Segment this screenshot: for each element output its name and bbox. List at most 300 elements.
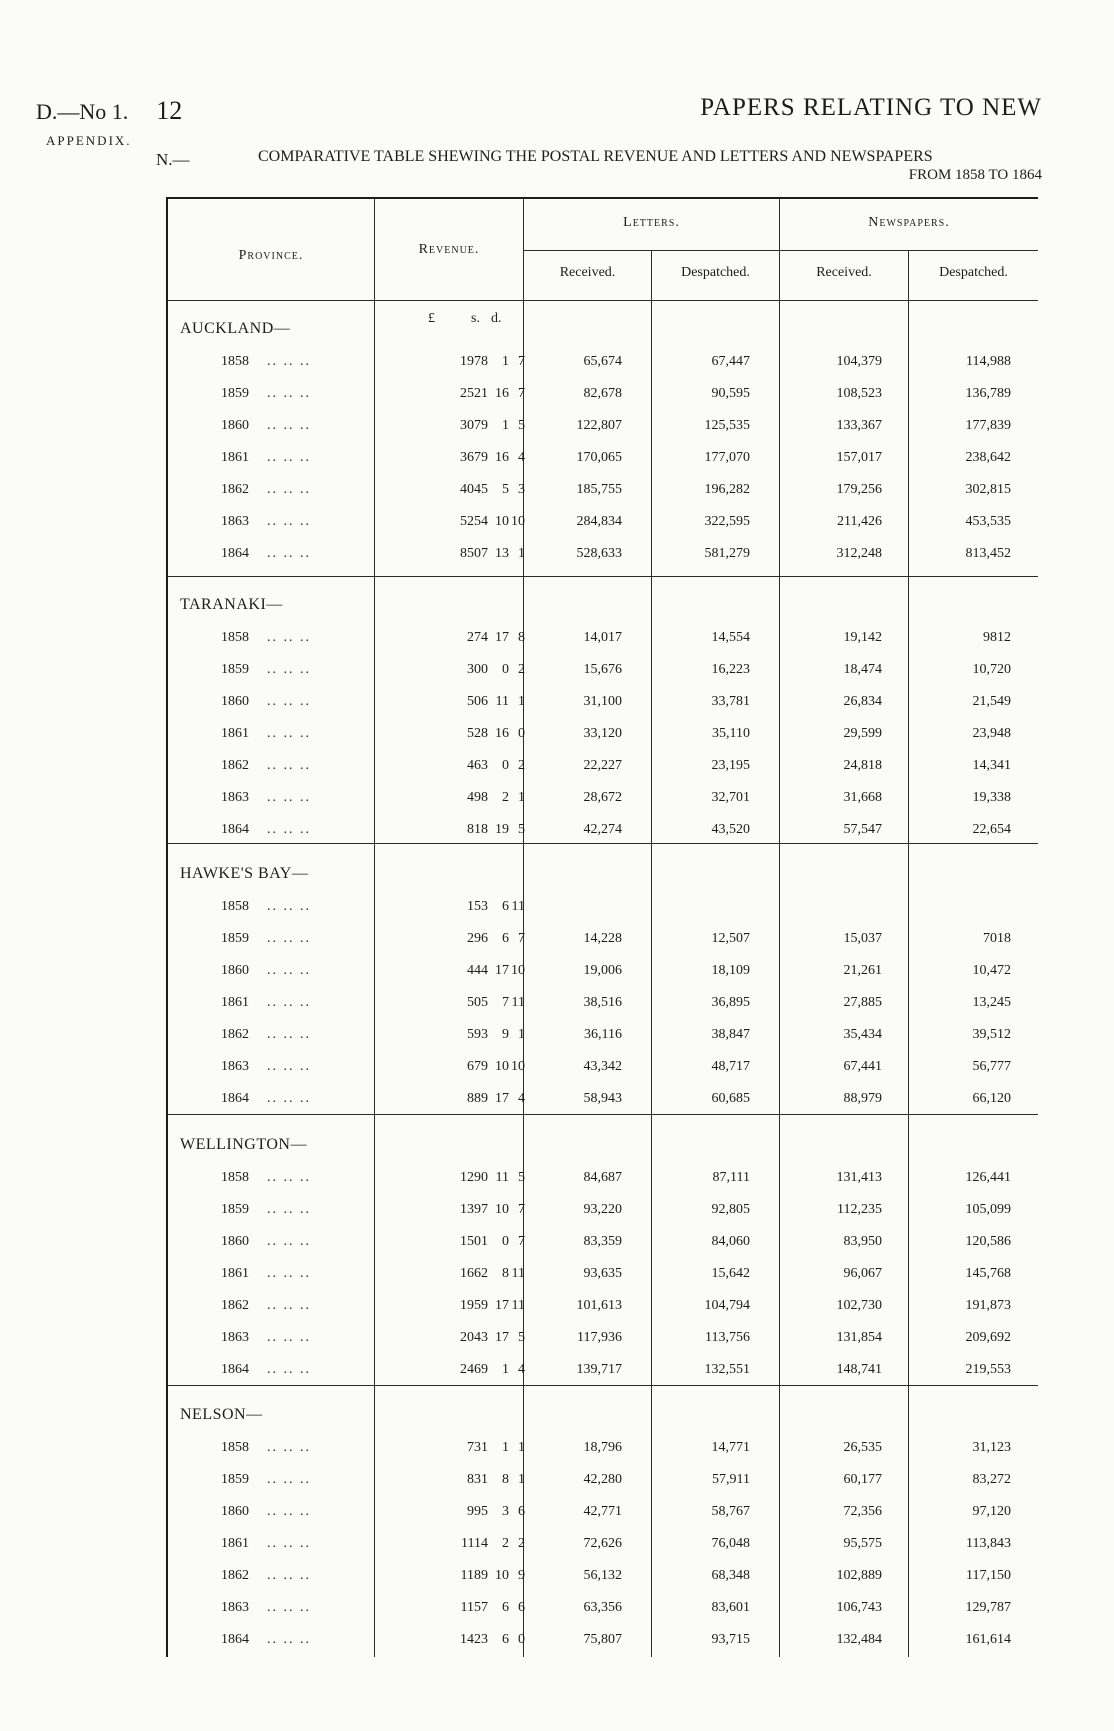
letters-received: 42,280 bbox=[583, 1472, 622, 1487]
revenue-shillings: 17 bbox=[495, 630, 509, 645]
letters-despatched: 93,715 bbox=[711, 1632, 750, 1647]
row-leader-dots: .. .. .. bbox=[267, 482, 311, 497]
revenue-pence: 8 bbox=[518, 630, 525, 645]
revenue-shillings: 0 bbox=[502, 1234, 509, 1249]
revenue-pence: 5 bbox=[518, 1170, 525, 1185]
province-heading: HAWKE'S BAY— bbox=[180, 865, 309, 882]
revenue-pounds: 153 bbox=[467, 899, 488, 914]
revenue-shillings: 11 bbox=[495, 1170, 509, 1185]
letters-despatched: 68,348 bbox=[711, 1568, 750, 1583]
revenue-shillings: 1 bbox=[502, 1440, 509, 1455]
row-year: 1864 bbox=[221, 1632, 249, 1647]
revenue-shillings: 13 bbox=[495, 546, 509, 561]
revenue-pence: 1 bbox=[518, 790, 525, 805]
letters-received: 33,120 bbox=[583, 726, 622, 741]
table-letter: N.— bbox=[156, 150, 190, 169]
newspapers-received: 26,535 bbox=[843, 1440, 882, 1455]
header-revenue: Revenue. bbox=[418, 242, 480, 257]
revenue-pounds: 1959 bbox=[460, 1298, 488, 1313]
row-year: 1859 bbox=[221, 662, 249, 677]
header-newspapers: Newspapers. bbox=[868, 215, 950, 230]
revenue-shillings: 17 bbox=[495, 963, 509, 978]
revenue-pence: 1 bbox=[518, 1027, 525, 1042]
newspapers-despatched: 126,441 bbox=[965, 1170, 1011, 1185]
revenue-pounds: 296 bbox=[467, 931, 488, 946]
newspapers-received: 133,367 bbox=[836, 418, 882, 433]
table-row bbox=[0, 1091, 1114, 1111]
letters-received: 28,672 bbox=[583, 790, 622, 805]
table-row bbox=[0, 1632, 1114, 1652]
row-year: 1862 bbox=[221, 758, 249, 773]
revenue-pence: 0 bbox=[518, 726, 525, 741]
table-row bbox=[0, 1059, 1114, 1079]
newspapers-received: 88,979 bbox=[843, 1091, 882, 1106]
revenue-pence: 5 bbox=[518, 822, 525, 837]
row-year: 1859 bbox=[221, 1202, 249, 1217]
revenue-pounds: 679 bbox=[467, 1059, 488, 1074]
province-heading: WELLINGTON— bbox=[180, 1136, 307, 1153]
row-leader-dots: .. .. .. bbox=[267, 822, 311, 837]
row-leader-dots: .. .. .. bbox=[267, 1504, 311, 1519]
revenue-pence: 3 bbox=[518, 482, 525, 497]
row-year: 1860 bbox=[221, 963, 249, 978]
letters-despatched: 33,781 bbox=[711, 694, 750, 709]
table-row bbox=[0, 1568, 1114, 1588]
row-year: 1862 bbox=[221, 482, 249, 497]
newspapers-received: 312,248 bbox=[836, 546, 882, 561]
table-row bbox=[0, 514, 1114, 534]
revenue-shillings: 0 bbox=[502, 662, 509, 677]
row-leader-dots: .. .. .. bbox=[267, 1632, 311, 1647]
revenue-shillings: 17 bbox=[495, 1330, 509, 1345]
revenue-pounds: 593 bbox=[467, 1027, 488, 1042]
row-leader-dots: .. .. .. bbox=[267, 1234, 311, 1249]
row-leader-dots: .. .. .. bbox=[267, 1362, 311, 1377]
revenue-pounds: 1157 bbox=[460, 1600, 488, 1615]
table-row bbox=[0, 1440, 1114, 1460]
revenue-pence: 10 bbox=[511, 963, 525, 978]
newspapers-despatched: 209,692 bbox=[965, 1330, 1011, 1345]
letters-despatched: 57,911 bbox=[712, 1472, 750, 1487]
revenue-pence: 7 bbox=[518, 386, 525, 401]
newspapers-despatched: 120,586 bbox=[965, 1234, 1011, 1249]
newspapers-received: 106,743 bbox=[836, 1600, 882, 1615]
row-leader-dots: .. .. .. bbox=[267, 1027, 311, 1042]
revenue-pence: 6 bbox=[518, 1600, 525, 1615]
revenue-pence: 11 bbox=[511, 899, 525, 914]
revenue-shillings: 3 bbox=[502, 1504, 509, 1519]
revenue-shillings: 10 bbox=[495, 1059, 509, 1074]
newspapers-despatched: 13,245 bbox=[972, 995, 1011, 1010]
newspapers-received: 24,818 bbox=[843, 758, 882, 773]
rule-subheader bbox=[523, 250, 1038, 251]
revenue-pence: 6 bbox=[518, 1504, 525, 1519]
row-year: 1862 bbox=[221, 1298, 249, 1313]
letters-received: 15,676 bbox=[583, 662, 622, 677]
newspapers-received: 26,834 bbox=[843, 694, 882, 709]
table-row bbox=[0, 354, 1114, 374]
newspapers-received: 102,730 bbox=[836, 1298, 882, 1313]
row-leader-dots: .. .. .. bbox=[267, 386, 311, 401]
table-row bbox=[0, 1170, 1114, 1190]
revenue-pounds: 1189 bbox=[460, 1568, 488, 1583]
revenue-shillings: 8 bbox=[502, 1266, 509, 1281]
table-row bbox=[0, 630, 1114, 650]
row-leader-dots: .. .. .. bbox=[267, 662, 311, 677]
revenue-pounds: 889 bbox=[467, 1091, 488, 1106]
row-leader-dots: .. .. .. bbox=[267, 1568, 311, 1583]
letters-despatched: 87,111 bbox=[712, 1170, 750, 1185]
letters-received: 117,936 bbox=[577, 1330, 622, 1345]
row-year: 1859 bbox=[221, 931, 249, 946]
newspapers-despatched: 19,338 bbox=[972, 790, 1011, 805]
revenue-shillings: 1 bbox=[502, 1362, 509, 1377]
revenue-pounds: 1662 bbox=[460, 1266, 488, 1281]
revenue-pounds: 463 bbox=[467, 758, 488, 773]
row-year: 1860 bbox=[221, 1504, 249, 1519]
rule-header-bottom bbox=[168, 300, 1038, 301]
rule-section bbox=[168, 843, 1038, 844]
revenue-pence: 7 bbox=[518, 931, 525, 946]
row-year: 1862 bbox=[221, 1027, 249, 1042]
row-leader-dots: .. .. .. bbox=[267, 1202, 311, 1217]
table-row bbox=[0, 450, 1114, 470]
newspapers-despatched: 31,123 bbox=[972, 1440, 1011, 1455]
table-row bbox=[0, 1234, 1114, 1254]
newspapers-despatched: 105,099 bbox=[965, 1202, 1011, 1217]
newspapers-despatched: 813,452 bbox=[965, 546, 1011, 561]
newspapers-despatched: 113,843 bbox=[966, 1536, 1011, 1551]
letters-despatched: 322,595 bbox=[704, 514, 750, 529]
appendix-label: APPENDIX. bbox=[46, 133, 132, 148]
revenue-shillings: 17 bbox=[495, 1298, 509, 1313]
revenue-shillings: 10 bbox=[495, 1568, 509, 1583]
row-leader-dots: .. .. .. bbox=[267, 899, 311, 914]
revenue-pence: 1 bbox=[518, 546, 525, 561]
newspapers-despatched: 117,150 bbox=[966, 1568, 1011, 1583]
row-leader-dots: .. .. .. bbox=[267, 450, 311, 465]
revenue-pounds: 1290 bbox=[460, 1170, 488, 1185]
letters-received: 58,943 bbox=[583, 1091, 622, 1106]
revenue-pence: 10 bbox=[511, 1059, 525, 1074]
table-row bbox=[0, 963, 1114, 983]
letters-despatched: 84,060 bbox=[711, 1234, 750, 1249]
table-caption: COMPARATIVE TABLE SHEWING THE POSTAL REVENUE AND LETTERS AND NEWSPAPERS bbox=[258, 148, 933, 165]
newspapers-received: 19,142 bbox=[843, 630, 882, 645]
table-row bbox=[0, 1600, 1114, 1620]
newspapers-received: 60,177 bbox=[843, 1472, 882, 1487]
row-year: 1861 bbox=[221, 995, 249, 1010]
newspapers-despatched: 23,948 bbox=[972, 726, 1011, 741]
row-year: 1863 bbox=[221, 1059, 249, 1074]
letters-despatched: 32,701 bbox=[711, 790, 750, 805]
newspapers-despatched: 21,549 bbox=[972, 694, 1011, 709]
revenue-shillings: 5 bbox=[502, 482, 509, 497]
letters-despatched: 76,048 bbox=[711, 1536, 750, 1551]
letters-received: 56,132 bbox=[583, 1568, 622, 1583]
letters-received: 65,674 bbox=[583, 354, 622, 369]
revenue-shillings: 8 bbox=[502, 1472, 509, 1487]
letters-received: 101,613 bbox=[576, 1298, 622, 1313]
letters-despatched: 132,551 bbox=[704, 1362, 750, 1377]
newspapers-despatched: 10,472 bbox=[972, 963, 1011, 978]
newspapers-received: 96,067 bbox=[843, 1266, 882, 1281]
table-row bbox=[0, 1472, 1114, 1492]
newspapers-despatched: 97,120 bbox=[972, 1504, 1011, 1519]
revenue-shillings: 10 bbox=[495, 514, 509, 529]
newspapers-received: 72,356 bbox=[843, 1504, 882, 1519]
revenue-pounds: 5254 bbox=[460, 514, 488, 529]
header-news-despatched: Despatched. bbox=[939, 265, 1008, 280]
newspapers-despatched: 56,777 bbox=[972, 1059, 1011, 1074]
letters-despatched: 18,109 bbox=[711, 963, 750, 978]
revenue-pounds: 274 bbox=[467, 630, 488, 645]
revenue-pence: 7 bbox=[518, 1202, 525, 1217]
row-year: 1863 bbox=[221, 790, 249, 805]
newspapers-despatched: 191,873 bbox=[965, 1298, 1011, 1313]
row-year: 1858 bbox=[221, 630, 249, 645]
newspapers-received: 104,379 bbox=[836, 354, 882, 369]
newspapers-received: 83,950 bbox=[843, 1234, 882, 1249]
letters-received: 22,227 bbox=[583, 758, 622, 773]
row-leader-dots: .. .. .. bbox=[267, 1440, 311, 1455]
revenue-pence: 5 bbox=[518, 418, 525, 433]
letters-despatched: 125,535 bbox=[704, 418, 750, 433]
table-row bbox=[0, 482, 1114, 502]
row-year: 1858 bbox=[221, 354, 249, 369]
rule-section bbox=[168, 1385, 1038, 1386]
table-row bbox=[0, 1202, 1114, 1222]
row-year: 1863 bbox=[221, 1330, 249, 1345]
letters-despatched: 58,767 bbox=[711, 1504, 750, 1519]
revenue-shillings: 19 bbox=[495, 822, 509, 837]
row-year: 1862 bbox=[221, 1568, 249, 1583]
newspapers-received: 131,413 bbox=[836, 1170, 882, 1185]
letters-despatched: 15,642 bbox=[711, 1266, 750, 1281]
row-leader-dots: .. .. .. bbox=[267, 758, 311, 773]
newspapers-despatched: 114,988 bbox=[966, 354, 1011, 369]
revenue-pounds: 2521 bbox=[460, 386, 488, 401]
revenue-pence: 2 bbox=[518, 662, 525, 677]
row-leader-dots: .. .. .. bbox=[267, 1059, 311, 1074]
letters-despatched: 35,110 bbox=[712, 726, 750, 741]
letters-despatched: 48,717 bbox=[711, 1059, 750, 1074]
newspapers-received: 131,854 bbox=[836, 1330, 882, 1345]
letters-despatched: 177,070 bbox=[704, 450, 750, 465]
letters-received: 36,116 bbox=[584, 1027, 622, 1042]
row-year: 1858 bbox=[221, 1170, 249, 1185]
row-year: 1864 bbox=[221, 1091, 249, 1106]
letters-despatched: 14,771 bbox=[711, 1440, 750, 1455]
letters-received: 83,359 bbox=[583, 1234, 622, 1249]
unit-shillings: s. bbox=[471, 311, 480, 326]
newspapers-despatched: 66,120 bbox=[972, 1091, 1011, 1106]
revenue-shillings: 7 bbox=[502, 995, 509, 1010]
document-reference bbox=[36, 96, 182, 126]
letters-despatched: 36,895 bbox=[711, 995, 750, 1010]
row-year: 1859 bbox=[221, 1472, 249, 1487]
row-year: 1860 bbox=[221, 1234, 249, 1249]
header-letters-received: Received. bbox=[559, 265, 616, 280]
newspapers-despatched: 22,654 bbox=[972, 822, 1011, 837]
revenue-pence: 1 bbox=[518, 694, 525, 709]
letters-despatched: 581,279 bbox=[704, 546, 750, 561]
newspapers-received: 57,547 bbox=[843, 822, 882, 837]
row-year: 1860 bbox=[221, 418, 249, 433]
revenue-pounds: 1397 bbox=[460, 1202, 488, 1217]
newspapers-received: 157,017 bbox=[836, 450, 882, 465]
revenue-shillings: 2 bbox=[502, 1536, 509, 1551]
revenue-pence: 11 bbox=[511, 995, 525, 1010]
revenue-shillings: 9 bbox=[502, 1027, 509, 1042]
newspapers-received: 31,668 bbox=[843, 790, 882, 805]
header-news-received: Received. bbox=[816, 265, 872, 280]
letters-despatched: 196,282 bbox=[704, 482, 750, 497]
row-year: 1861 bbox=[221, 1266, 249, 1281]
newspapers-despatched: 238,642 bbox=[965, 450, 1011, 465]
row-year: 1861 bbox=[221, 450, 249, 465]
table-row bbox=[0, 822, 1114, 842]
letters-received: 19,006 bbox=[583, 963, 622, 978]
province-heading: NELSON— bbox=[180, 1406, 263, 1423]
letters-despatched: 60,685 bbox=[711, 1091, 750, 1106]
letters-received: 38,516 bbox=[583, 995, 622, 1010]
letters-despatched: 83,601 bbox=[711, 1600, 750, 1615]
row-year: 1864 bbox=[221, 1362, 249, 1377]
letters-despatched: 92,805 bbox=[711, 1202, 750, 1217]
table-row bbox=[0, 931, 1114, 951]
header-letters: Letters. bbox=[623, 215, 680, 230]
table-row bbox=[0, 1536, 1114, 1556]
table-row bbox=[0, 386, 1114, 406]
revenue-shillings: 16 bbox=[495, 386, 509, 401]
revenue-pence: 1 bbox=[518, 1472, 525, 1487]
newspapers-despatched: 7018 bbox=[983, 931, 1011, 946]
revenue-pounds: 2469 bbox=[460, 1362, 488, 1377]
newspapers-received: 211,426 bbox=[837, 514, 882, 529]
row-leader-dots: .. .. .. bbox=[267, 694, 311, 709]
newspapers-despatched: 177,839 bbox=[965, 418, 1011, 433]
letters-received: 42,274 bbox=[583, 822, 622, 837]
table-row bbox=[0, 546, 1114, 566]
revenue-pounds: 8507 bbox=[460, 546, 488, 561]
letters-received: 139,717 bbox=[576, 1362, 622, 1377]
letters-received: 185,755 bbox=[576, 482, 622, 497]
revenue-shillings: 0 bbox=[502, 758, 509, 773]
revenue-shillings: 17 bbox=[495, 1091, 509, 1106]
newspapers-received: 132,484 bbox=[836, 1632, 882, 1647]
letters-despatched: 104,794 bbox=[704, 1298, 750, 1313]
letters-received: 14,228 bbox=[583, 931, 622, 946]
page-number: 12 bbox=[156, 96, 183, 125]
table-row bbox=[0, 662, 1114, 682]
province-heading: TARANAKI— bbox=[180, 596, 283, 613]
row-year: 1864 bbox=[221, 822, 249, 837]
table-row bbox=[0, 758, 1114, 778]
header-province: Province. bbox=[238, 248, 304, 263]
newspapers-despatched: 453,535 bbox=[965, 514, 1011, 529]
unit-pounds: £ bbox=[428, 311, 435, 326]
table-row bbox=[0, 790, 1114, 810]
row-year: 1860 bbox=[221, 694, 249, 709]
letters-despatched: 90,595 bbox=[711, 386, 750, 401]
row-leader-dots: .. .. .. bbox=[267, 1330, 311, 1345]
row-leader-dots: .. .. .. bbox=[267, 354, 311, 369]
revenue-pounds: 1114 bbox=[461, 1536, 488, 1551]
newspapers-despatched: 14,341 bbox=[972, 758, 1011, 773]
letters-received: 18,796 bbox=[583, 1440, 622, 1455]
newspapers-received: 95,575 bbox=[843, 1536, 882, 1551]
revenue-pounds: 818 bbox=[467, 822, 488, 837]
row-leader-dots: .. .. .. bbox=[267, 1170, 311, 1185]
newspapers-received: 27,885 bbox=[843, 995, 882, 1010]
letters-despatched: 16,223 bbox=[711, 662, 750, 677]
letters-received: 170,065 bbox=[576, 450, 622, 465]
revenue-shillings: 16 bbox=[495, 450, 509, 465]
letters-despatched: 67,447 bbox=[711, 354, 750, 369]
newspapers-despatched: 39,512 bbox=[972, 1027, 1011, 1042]
letters-despatched: 113,756 bbox=[705, 1330, 750, 1345]
row-leader-dots: .. .. .. bbox=[267, 1091, 311, 1106]
table-row bbox=[0, 1266, 1114, 1286]
row-leader-dots: .. .. .. bbox=[267, 790, 311, 805]
row-leader-dots: .. .. .. bbox=[267, 1298, 311, 1313]
revenue-pounds: 444 bbox=[467, 963, 488, 978]
newspapers-received: 21,261 bbox=[843, 963, 882, 978]
revenue-pounds: 831 bbox=[467, 1472, 488, 1487]
revenue-pounds: 300 bbox=[467, 662, 488, 677]
letters-received: 93,220 bbox=[583, 1202, 622, 1217]
revenue-pounds: 731 bbox=[467, 1440, 488, 1455]
row-leader-dots: .. .. .. bbox=[267, 931, 311, 946]
row-leader-dots: .. .. .. bbox=[267, 1266, 311, 1281]
newspapers-despatched: 302,815 bbox=[965, 482, 1011, 497]
table-row bbox=[0, 726, 1114, 746]
revenue-pence: 9 bbox=[518, 1568, 525, 1583]
letters-received: 528,633 bbox=[576, 546, 622, 561]
table-row bbox=[0, 899, 1114, 919]
revenue-pence: 7 bbox=[518, 354, 525, 369]
province-heading: AUCKLAND— bbox=[180, 320, 291, 337]
revenue-pounds: 4045 bbox=[460, 482, 488, 497]
newspapers-received: 29,599 bbox=[843, 726, 882, 741]
row-leader-dots: .. .. .. bbox=[267, 995, 311, 1010]
revenue-pence: 10 bbox=[511, 514, 525, 529]
letters-received: 82,678 bbox=[583, 386, 622, 401]
newspapers-received: 148,741 bbox=[836, 1362, 882, 1377]
letters-received: 84,687 bbox=[583, 1170, 622, 1185]
newspapers-received: 15,037 bbox=[843, 931, 882, 946]
revenue-pence: 2 bbox=[518, 758, 525, 773]
newspapers-despatched: 9812 bbox=[983, 630, 1011, 645]
row-leader-dots: .. .. .. bbox=[267, 1600, 311, 1615]
revenue-pounds: 3079 bbox=[460, 418, 488, 433]
revenue-pence: 11 bbox=[511, 1266, 525, 1281]
revenue-pounds: 528 bbox=[467, 726, 488, 741]
revenue-pence: 7 bbox=[518, 1234, 525, 1249]
newspapers-despatched: 83,272 bbox=[972, 1472, 1011, 1487]
revenue-pence: 5 bbox=[518, 1330, 525, 1345]
revenue-pence: 4 bbox=[518, 450, 525, 465]
row-leader-dots: .. .. .. bbox=[267, 726, 311, 741]
revenue-shillings: 10 bbox=[495, 1202, 509, 1217]
newspapers-received: 35,434 bbox=[843, 1027, 882, 1042]
newspapers-received: 67,441 bbox=[843, 1059, 882, 1074]
newspapers-despatched: 129,787 bbox=[965, 1600, 1011, 1615]
table-row bbox=[0, 1027, 1114, 1047]
document-ref: D.—No 1. bbox=[36, 99, 129, 124]
revenue-pounds: 1423 bbox=[460, 1632, 488, 1647]
